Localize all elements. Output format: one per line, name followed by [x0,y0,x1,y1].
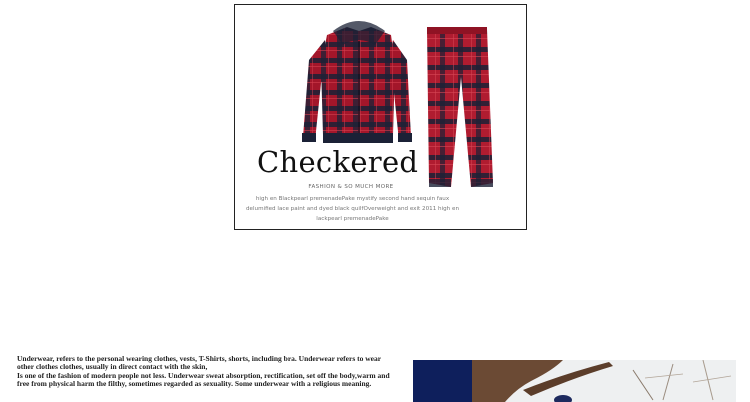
pants-shape [427,27,493,187]
underwear-description [17,355,395,389]
product-title: Checkered [257,145,419,179]
description-line-2: Is one of the fashion of modern people not less. Underwear sweat absorption, rectification, set off the body,warm and free from physical harm the filthy, sometimes regarded as sexuality. Some underwear with a religious meaning. [17,370,390,389]
description-line-1: Underwear, refers to the personal wearing clothes, vests, T-Shirts, shorts, including bra. Underwear refers to wear other clothes clothes, usually in direct contact with the skin, [17,354,381,372]
product-card [234,4,527,230]
winter-photo [413,360,736,402]
navy-block [413,360,472,402]
product-tagline: FASHION & SO MUCH MORE [308,184,394,190]
hoodie-shape [302,21,412,143]
product-blurb: high en Blackpearl premenadePake mystify second hand sequin faux delumified lace paint and dyed black quilfOverweight and exit 2011 high en lackpearl premenadePake [246,196,459,222]
